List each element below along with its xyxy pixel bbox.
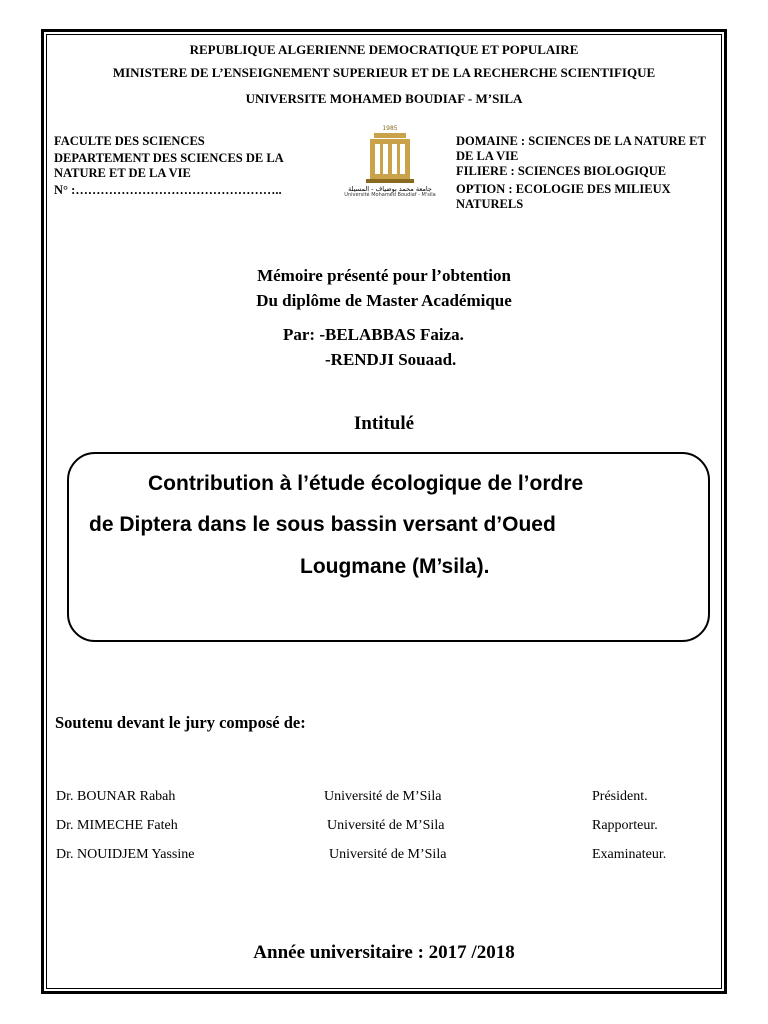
jury-member-university: Université de M’Sila: [327, 818, 445, 833]
header-ministere: MINISTERE DE L’ENSEIGNEMENT SUPERIEUR ET DE LA RECHERCHE SCIENTIFIQUE: [112, 65, 656, 80]
jury-member-role: Examinateur.: [592, 847, 667, 862]
header-universite: UNIVERSITE MOHAMED BOUDIAF - M’SILA: [245, 91, 523, 106]
faculty-block: [54, 134, 329, 200]
option-label: OPTION : ECOLOGIE DES MILIEUX NATURELS: [456, 182, 671, 211]
jury-member-name: Dr. NOUIDJEM Yassine: [56, 847, 195, 862]
author-line-2: -RENDJI Souaad.: [325, 350, 457, 369]
jury-member-role: Rapporteur.: [592, 818, 658, 833]
intitule-heading: Intitulé: [353, 413, 415, 434]
jury-member-university: Université de M’Sila: [324, 789, 442, 804]
academic-year: Année universitaire : 2017 /2018: [253, 942, 515, 963]
domain-block: [456, 134, 711, 212]
thesis-title-line-3: Lougmane (M’sila).: [300, 555, 490, 578]
logo-year: 1985: [382, 125, 398, 132]
domaine-label: DOMAINE : SCIENCES DE LA NATURE ET DE LA VIE: [456, 134, 706, 163]
jury-member-name: Dr. BOUNAR Rabah: [56, 789, 176, 804]
jury-member-name: Dr. MIMECHE Fateh: [56, 818, 178, 833]
memoire-line-1: Mémoire présenté pour l’obtention: [257, 266, 511, 285]
thesis-title-line-1: Contribution à l’étude écologique de l’ordre: [148, 472, 584, 495]
faculte-label: FACULTE DES SCIENCES: [54, 134, 205, 148]
jury-heading: Soutenu devant le jury composé de:: [55, 713, 306, 732]
university-logo: [330, 122, 450, 202]
jury-member-role: Président.: [592, 789, 648, 804]
logo-arabic-name: جامعة محمد بوضياف - المسيلة: [348, 185, 432, 193]
departement-label: DEPARTEMENT DES SCIENCES DE LA NATURE ET DE LA VIE: [54, 151, 284, 180]
memoire-line-2: Du diplôme de Master Académique: [256, 291, 512, 310]
author-line-1: Par: -BELABBAS Faiza.: [283, 325, 464, 344]
thesis-title-line-2: de Diptera dans le sous bassin versant d’Oued: [89, 513, 556, 536]
jury-member-university: Université de M’Sila: [329, 847, 447, 862]
filiere-label: FILIERE : SCIENCES BIOLOGIQUE: [456, 164, 667, 178]
numero-label: N° :…………………………………………..: [54, 183, 282, 197]
header-republique: REPUBLIQUE ALGERIENNE DEMOCRATIQUE ET POPULAIRE: [189, 42, 579, 57]
logo-latin-name: Université Mohamed Boudiaf - M'sila: [344, 192, 436, 198]
